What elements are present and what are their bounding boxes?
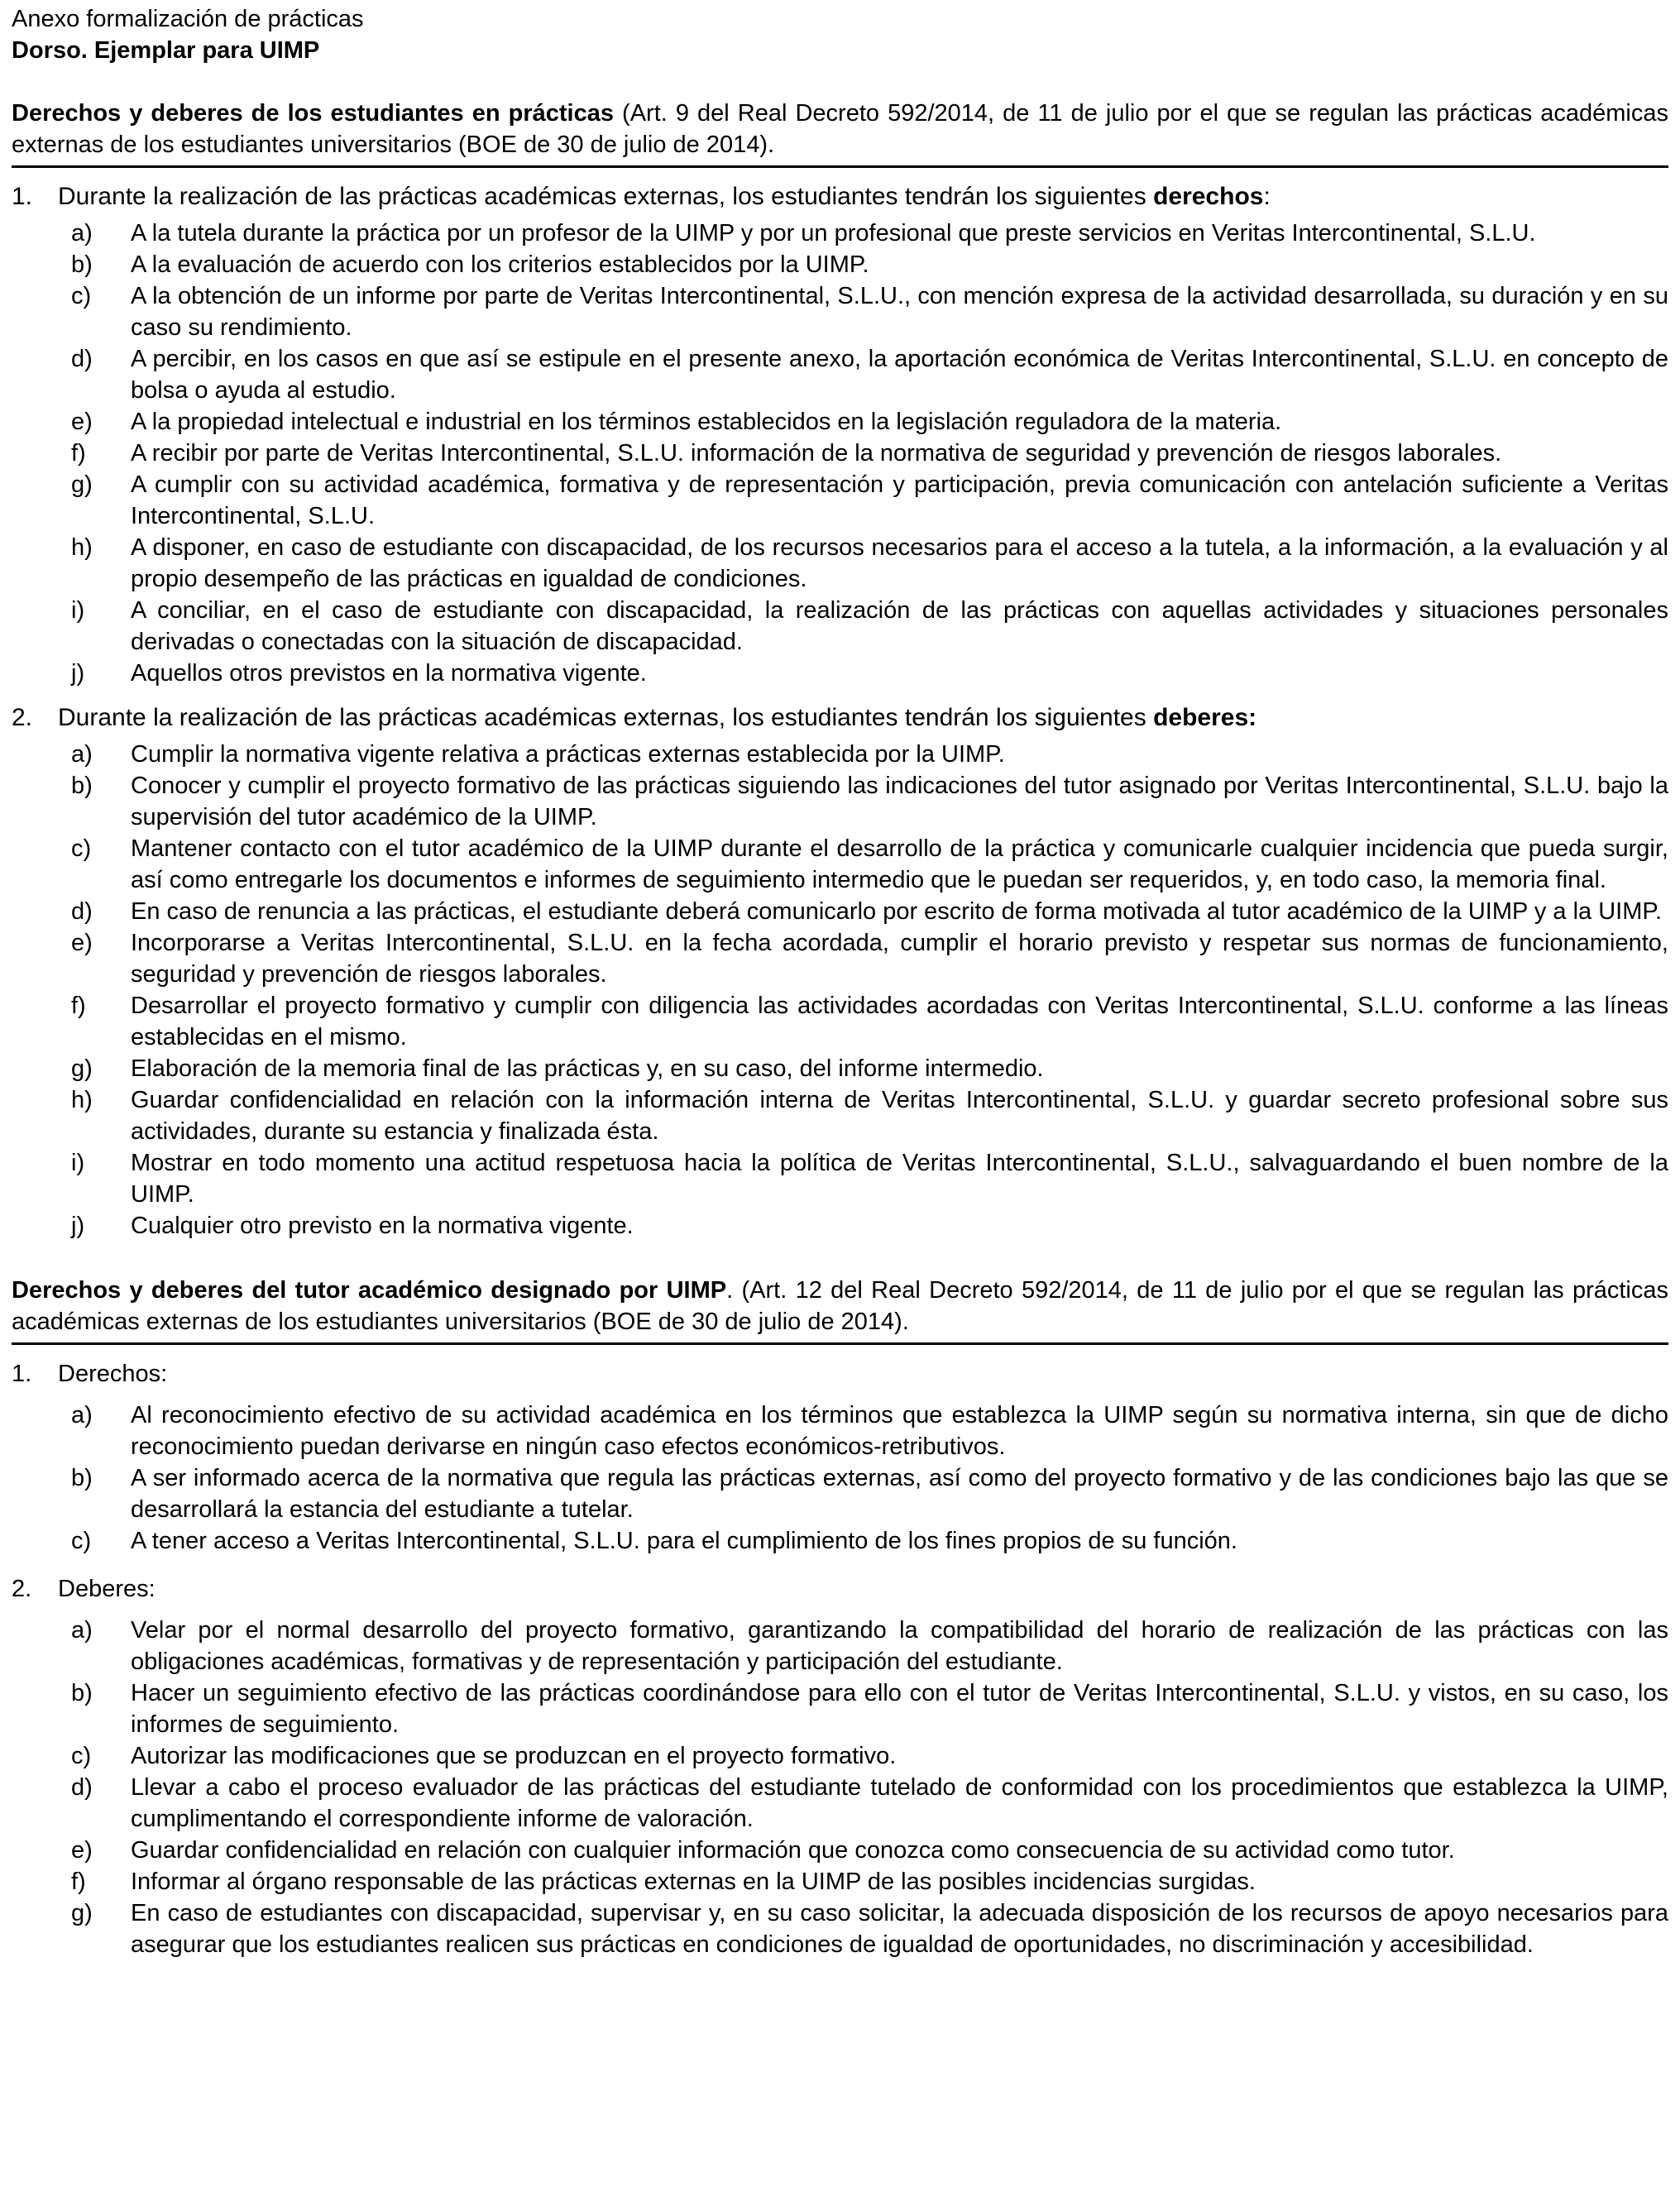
list-item bbox=[71, 1615, 1668, 1677]
students-duties-list bbox=[12, 739, 1668, 1242]
list-item bbox=[71, 438, 1668, 469]
tutor-duties-list bbox=[12, 1615, 1668, 1960]
item-text: A percibir, en los casos en que así se estipule en el presente anexo, la aportación económica de Veritas Intercontinental, S.L.U. en concepto de bolsa o ayuda al estudio. bbox=[131, 346, 1668, 404]
item-letter: d) bbox=[71, 346, 93, 372]
section-divider bbox=[12, 165, 1668, 168]
section-tutor-heading bbox=[12, 1275, 1668, 1337]
item-letter: g) bbox=[71, 1900, 93, 1926]
item-text: En caso de renuncia a las prácticas, el estudiante deberá comunicarlo por escrito de forma motivada al tutor académico de la UIMP y a la UIMP. bbox=[131, 898, 1663, 925]
item-letter: c) bbox=[71, 283, 92, 309]
section-tutor-reference: . (Art. 12 del Real Decreto 592/2014, de 11 de julio por el que se regulan las prácticas académicas externas de los estudiantes universitarios (BOE de 30 de julio de 2014). bbox=[12, 1277, 1669, 1335]
intro-text: Derechos: bbox=[58, 1361, 168, 1387]
item-letter: c) bbox=[71, 1528, 92, 1554]
item-text: Cualquier otro previsto en la normativa vigente. bbox=[131, 1213, 634, 1239]
list-item bbox=[71, 1835, 1668, 1866]
section-students-reference: (Art. 9 del Real Decreto 592/2014, de 11 de julio por el que se regulan las prácticas académicas externas de los estudiantes universitarios (BOE de 30 de julio de 2014). bbox=[12, 100, 1668, 158]
paragraph-number: 2. bbox=[12, 704, 33, 731]
item-text: Hacer un seguimiento efectivo de las prácticas coordinándose para ello con el tutor de Veritas Intercontinental, S.L.U. y vistos, en su caso, los informes de seguimiento. bbox=[131, 1680, 1668, 1738]
item-letter: j) bbox=[71, 660, 85, 687]
list-item bbox=[71, 739, 1668, 770]
list-item bbox=[71, 532, 1668, 595]
section-students-title: Derechos y deberes de los estudiantes en prácticas bbox=[12, 100, 614, 127]
list-item bbox=[71, 1210, 1668, 1242]
item-letter: d) bbox=[71, 1774, 93, 1801]
item-letter: e) bbox=[71, 1837, 93, 1864]
list-item bbox=[71, 896, 1668, 927]
list-item bbox=[71, 1147, 1668, 1210]
list-item bbox=[71, 1053, 1668, 1084]
item-letter: c) bbox=[71, 835, 92, 862]
list-item bbox=[71, 1740, 1668, 1772]
item-letter: a) bbox=[71, 1402, 93, 1428]
item-text: A la propiedad intelectual e industrial en los términos establecidos en la legislación reguladora de la materia. bbox=[131, 409, 1282, 435]
item-text: Incorporarse a Veritas Intercontinental, S.L.U. en la fecha acordada, cumplir el horario previsto y respetar sus normas de funcionamiento, seguridad y prevención de riesgos laborales. bbox=[131, 930, 1668, 988]
paragraph-number: 1. bbox=[12, 1361, 32, 1387]
item-text: A recibir por parte de Veritas Intercontinental, S.L.U. información de la normativa de seguridad y prevención de riesgos laborales. bbox=[131, 440, 1502, 467]
item-text: A cumplir con su actividad académica, formativa y de representación y participación, previa comunicación con antelación suficiente a Veritas Intercontinental, S.L.U. bbox=[131, 471, 1668, 529]
item-text: Mantener contacto con el tutor académico de la UIMP durante el desarrollo de la práctica y comunicarle cualquier incidencia que pueda surgir, así como entregarle los documentos e informes de seguimiento intermedio que le puedan ser requeridos, y, en todo caso, la memoria final. bbox=[131, 835, 1668, 893]
list-item bbox=[71, 990, 1668, 1053]
item-text: Llevar a cabo el proceso evaluador de las prácticas del estudiante tutelado de conformidad con los procedimientos que establezca la UIMP, cumplimentando el correspondiente informe de valoración. bbox=[131, 1774, 1668, 1832]
item-letter: f) bbox=[71, 993, 86, 1019]
item-text: Velar por el normal desarrollo del proyecto formativo, garantizando la compatibilidad del horario de realización de las prácticas con las obligaciones académicas, formativas y de representación y participación del estudiante. bbox=[131, 1617, 1668, 1675]
list-item bbox=[71, 469, 1668, 532]
item-text: Informar al órgano responsable de las prácticas externas en la UIMP de las posibles incidencias surgidas. bbox=[131, 1869, 1256, 1895]
item-text: A la obtención de un informe por parte de Veritas Intercontinental, S.L.U., con mención expresa de la actividad desarrollada, su duración y en su caso su rendimiento. bbox=[131, 283, 1668, 341]
item-letter: e) bbox=[71, 930, 93, 956]
item-text: A ser informado acerca de la normativa que regula las prácticas externas, así como del proyecto formativo y de las condiciones bajo las que se desarrollará la estancia del estudiante a tutelar. bbox=[131, 1465, 1668, 1523]
item-text: Guardar confidencialidad en relación con la información interna de Veritas Intercontinental, S.L.U. y guardar secreto profesional sobre sus actividades, durante su estancia y finalizada ésta. bbox=[131, 1087, 1668, 1145]
item-letter: f) bbox=[71, 1869, 86, 1895]
list-item bbox=[71, 1400, 1668, 1462]
list-item bbox=[71, 595, 1668, 658]
item-text: A conciliar, en el caso de estudiante con discapacidad, la realización de las prácticas con aquellas actividades y situaciones personales derivadas o conectadas con la situación de discapacidad. bbox=[131, 597, 1668, 655]
list-item bbox=[71, 280, 1668, 343]
intro-text: Durante la realización de las prácticas académicas externas, los estudiantes tendrán los siguientes bbox=[58, 183, 1154, 210]
list-item bbox=[71, 1677, 1668, 1740]
item-letter: e) bbox=[71, 409, 93, 435]
item-text: A disponer, en caso de estudiante con discapacidad, de los recursos necesarios para el acceso a la tutela, a la información, a la evaluación y al propio desempeño de las prácticas en igualdad de condiciones. bbox=[131, 534, 1668, 592]
students-rights-intro bbox=[12, 181, 1668, 213]
list-item bbox=[71, 927, 1668, 990]
item-text: Autorizar las modificaciones que se produzcan en el proyecto formativo. bbox=[131, 1743, 897, 1769]
intro-text: Deberes: bbox=[58, 1576, 156, 1602]
list-item bbox=[71, 1866, 1668, 1897]
list-item bbox=[71, 833, 1668, 896]
item-letter: a) bbox=[71, 1617, 93, 1644]
item-text: Guardar confidencialidad en relación con cualquier información que conozca como consecuencia de su actividad como tutor. bbox=[131, 1837, 1455, 1864]
paragraph-number: 1. bbox=[12, 183, 33, 210]
tutor-duties-intro bbox=[12, 1573, 1668, 1605]
item-text: A la tutela durante la práctica por un profesor de la UIMP y por un profesional que preste servicios en Veritas Intercontinental, S.L.U. bbox=[131, 220, 1536, 246]
list-item bbox=[71, 658, 1668, 689]
item-letter: a) bbox=[71, 220, 93, 246]
intro-text: Durante la realización de las prácticas académicas externas, los estudiantes tendrán los siguientes bbox=[58, 704, 1154, 731]
intro-bold: deberes: bbox=[1153, 704, 1257, 731]
list-item bbox=[71, 249, 1668, 280]
section-tutor-title: Derechos y deberes del tutor académico designado por UIMP bbox=[12, 1277, 727, 1304]
copy-label: Dorso. Ejemplar para UIMP bbox=[12, 37, 320, 64]
list-item bbox=[71, 1462, 1668, 1525]
item-text: Cumplir la normativa vigente relativa a prácticas externas establecida por la UIMP. bbox=[131, 741, 1005, 768]
list-item bbox=[71, 1772, 1668, 1835]
item-letter: g) bbox=[71, 1055, 93, 1082]
students-rights-list bbox=[12, 218, 1668, 689]
item-letter: b) bbox=[71, 1680, 93, 1706]
item-letter: b) bbox=[71, 773, 93, 799]
item-letter: b) bbox=[71, 251, 93, 278]
item-text: Mostrar en todo momento una actitud respetuosa hacia la política de Veritas Intercontinental, S.L.U., salvaguardando el buen nombre de la UIMP. bbox=[131, 1150, 1668, 1208]
item-letter: j) bbox=[71, 1213, 85, 1239]
list-item bbox=[71, 1525, 1668, 1557]
item-letter: h) bbox=[71, 534, 93, 561]
intro-after: : bbox=[1263, 183, 1271, 210]
list-item bbox=[71, 1084, 1668, 1147]
students-duties-intro bbox=[12, 702, 1668, 734]
tutor-rights-list bbox=[12, 1400, 1668, 1557]
item-letter: g) bbox=[71, 471, 93, 498]
item-letter: i) bbox=[71, 1150, 85, 1176]
list-item bbox=[71, 218, 1668, 249]
section-divider bbox=[12, 1342, 1668, 1345]
item-letter: a) bbox=[71, 741, 93, 768]
item-letter: b) bbox=[71, 1465, 93, 1491]
list-item bbox=[71, 1897, 1668, 1960]
section-students-heading bbox=[12, 98, 1668, 160]
intro-bold: derechos bbox=[1153, 183, 1264, 210]
item-text: Desarrollar el proyecto formativo y cumplir con diligencia las actividades acordadas con Veritas Intercontinental, S.L.U. conforme a las líneas establecidas en el mismo. bbox=[131, 993, 1668, 1050]
list-item bbox=[71, 770, 1668, 833]
item-text: Aquellos otros previstos en la normativa vigente. bbox=[131, 660, 647, 687]
tutor-rights-intro bbox=[12, 1358, 1668, 1390]
item-letter: c) bbox=[71, 1743, 92, 1769]
item-text: Conocer y cumplir el proyecto formativo de las prácticas siguiendo las indicaciones del tutor asignado por Veritas Intercontinental, S.L.U. bajo la supervisión del tutor académico de la UIMP. bbox=[131, 773, 1668, 830]
item-text: A la evaluación de acuerdo con los criterios establecidos por la UIMP. bbox=[131, 251, 869, 278]
list-item bbox=[71, 343, 1668, 406]
paragraph-number: 2. bbox=[12, 1576, 32, 1602]
item-text: Al reconocimiento efectivo de su actividad académica en los términos que establezca la UIMP según su normativa interna, sin que de dicho reconocimiento puedan derivarse en ningún caso efectos económicos-retributivos. bbox=[131, 1402, 1668, 1460]
item-letter: d) bbox=[71, 898, 93, 925]
item-text: En caso de estudiantes con discapacidad, supervisar y, en su caso solicitar, la adecuada disposición de los recursos de apoyo necesarios para asegurar que los estudiantes realicen sus prácticas en condiciones de igualdad de oportunidades, no discriminación y accesibilidad. bbox=[131, 1900, 1668, 1958]
item-text: A tener acceso a Veritas Intercontinental, S.L.U. para el cumplimiento de los fines propios de su función. bbox=[131, 1528, 1237, 1554]
item-text: Elaboración de la memoria final de las prácticas y, en su caso, del informe intermedio. bbox=[131, 1055, 1044, 1082]
item-letter: f) bbox=[71, 440, 86, 467]
annex-title: Anexo formalización de prácticas bbox=[12, 6, 364, 32]
list-item bbox=[71, 406, 1668, 438]
item-letter: i) bbox=[71, 597, 85, 624]
item-letter: h) bbox=[71, 1087, 93, 1113]
